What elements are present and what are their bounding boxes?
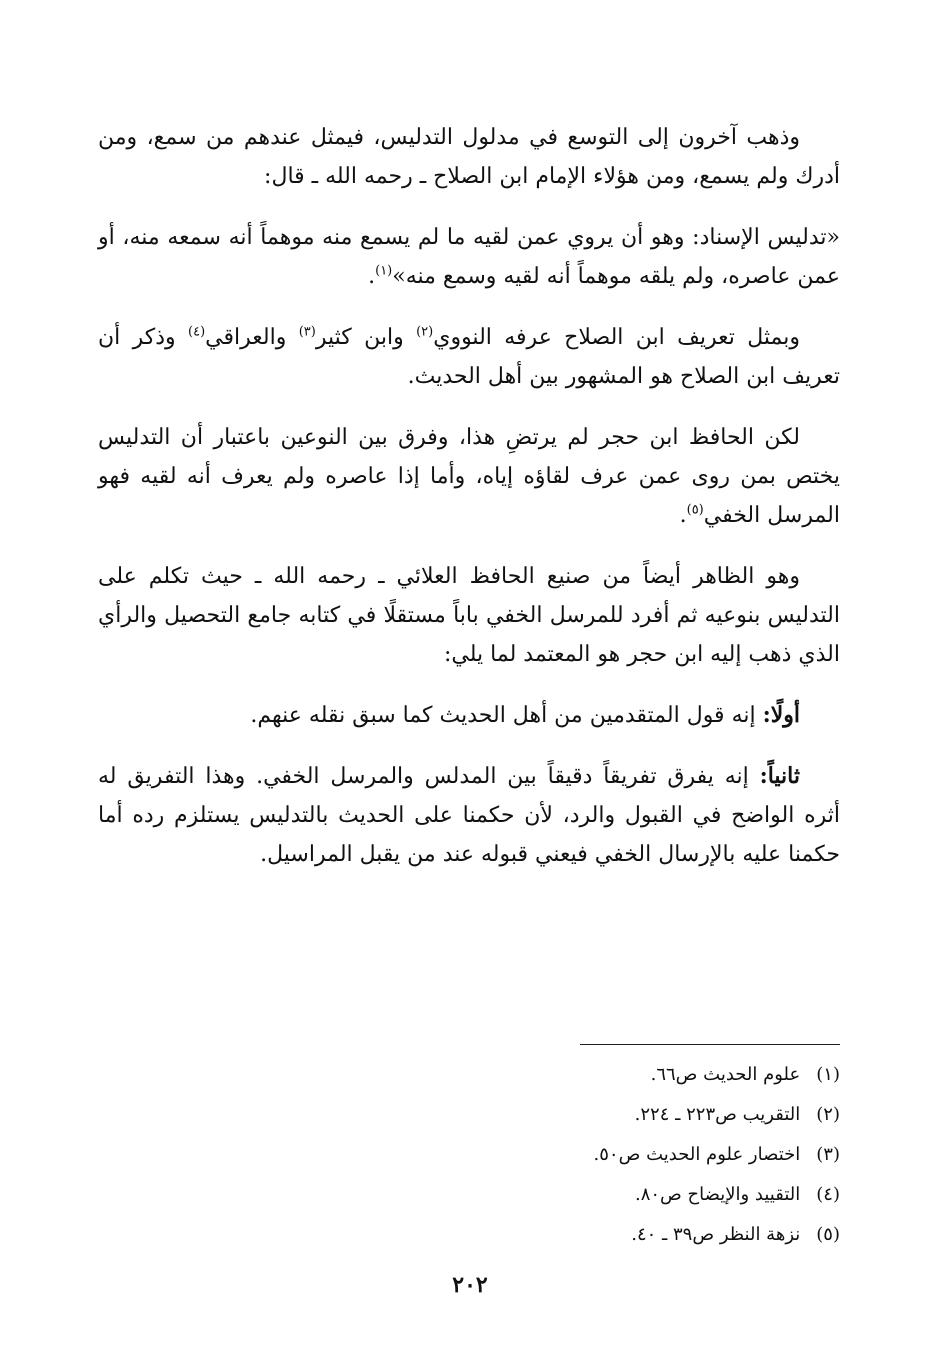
- paragraph-3-text-b: وابن كثير: [315, 325, 417, 350]
- footnote-ref-1: (١): [375, 263, 393, 279]
- paragraph-1: [98, 118, 840, 196]
- paragraph-3-text-a: وبمثل تعريف ابن الصلاح عرفه النووي: [433, 325, 801, 350]
- footnote-5: [580, 1215, 840, 1255]
- footnote-2-text: التقريب ص٢٢٣ ـ ٢٢٤.: [634, 1104, 801, 1125]
- footnote-5-number: (٥): [816, 1224, 840, 1245]
- footnote-1: [580, 1055, 840, 1095]
- paragraph-2-quote: «تدليس الإسناد: وهو أن يروي عمن لقيه ما لم يسمع منه موهماً أنه سمعه منه، أو عمن عاصره، ولم يلقه موهماً أنه لقيه وسمع منه»$^{(١)}$.: [98, 225, 840, 289]
- paragraph-2-text: «تدليس الإسناد: وهو أن يروي عمن لقيه ما لم يسمع منه موهماً أنه سمعه منه، أو عمن عاصره، ولم يلقه موهماً أنه لقيه وسمع منه»: [98, 225, 840, 289]
- footnote-1-number: (١): [816, 1064, 840, 1085]
- paragraph-1-text: وذهب آخرون إلى التوسع في مدلول التدليس، فيمثل عندهم من سمع، ومن أدرك ولم يسمع، ومن هؤلاء الإمام ابن الصلاح ـ رحمه الله ـ قال:: [98, 125, 840, 189]
- second-point-text: إنه يفرق تفريقاً دقيقاً بين المدلس والمرسل الخفي. وهذا التفريق له أثره الواضح في القبول والرد، لأن حكمنا على الحديث بالتدليس يستلزم رده أما حكمنا عليه بالإرسال الخفي فيعني قبوله عند من يقبل المراسيل.: [98, 764, 840, 867]
- paragraph-4-text: لكن الحافظ ابن حجر لم يرتضِ هذا، وفرق بين النوعين باعتبار أن التدليس يختص بمن روى عمن عرف لقاؤه إياه، وأما إذا عاصره ولم يعرف أنه لقيه فهو المرسل الخفي: [98, 425, 840, 528]
- footnote-1-text: علوم الحديث ص٦٦.: [650, 1064, 801, 1085]
- footnote-2-number: (٢): [816, 1104, 840, 1125]
- second-point-label: ثانياً:: [759, 763, 800, 789]
- paragraph-5-text: وهو الظاهر أيضاً من صنيع الحافظ العلائي ـ رحمه الله ـ حيث تكلم على التدليس بنوعيه ثم أفرد للمرسل الخفي باباً مستقلًا في كتابه جامع التحصيل والرأي الذي ذهب إليه ابن حجر هو المعتمد لما يلي:: [98, 564, 840, 667]
- footnote-ref-2: (٢): [416, 324, 434, 340]
- footnote-3-number: (٣): [816, 1144, 840, 1165]
- footnote-ref-3: (٣): [298, 324, 316, 340]
- footnote-divider: [580, 1044, 840, 1045]
- footnote-2: [580, 1095, 840, 1135]
- paragraph-7-second-point: [98, 757, 840, 874]
- first-point-label: أولًا:: [762, 702, 800, 728]
- footnotes-section: [580, 1044, 840, 1255]
- paragraph-4: لكن الحافظ ابن حجر لم يرتضِ هذا، وفرق بين النوعين باعتبار أن التدليس يختص بمن روى عمن عرف لقاؤه إياه، وأما إذا عاصره ولم يعرف أنه لقيه فهو المرسل الخفي$^{(٥)}$.: [98, 425, 840, 528]
- footnote-4-number: (٤): [816, 1184, 840, 1205]
- paragraph-3-text-c: والعراقي: [205, 325, 299, 350]
- footnote-ref-4: (٤): [188, 324, 206, 340]
- footnote-4: [580, 1175, 840, 1215]
- footnote-ref-5: (٥): [686, 502, 704, 518]
- footnote-3-text: اختصار علوم الحديث ص٥٠.: [593, 1144, 801, 1165]
- footnote-4-text: التقييد والإيضاح ص٨٠.: [634, 1184, 801, 1205]
- paragraph-5: [98, 557, 840, 674]
- page-number: ٢٠٢: [452, 1272, 488, 1298]
- paragraph-3: [98, 318, 840, 396]
- footnote-3: [580, 1135, 840, 1175]
- footnote-5-text: نزهة النظر ص٣٩ ـ ٤٠.: [631, 1224, 801, 1245]
- paragraph-6-first-point: [98, 696, 840, 735]
- paragraph-3-text-d: وذكر أن تعريف ابن الصلاح هو المشهور بين أهل الحديث.: [98, 325, 840, 389]
- first-point-text: إنه قول المتقدمين من أهل الحديث كما سبق نقله عنهم.: [250, 703, 763, 728]
